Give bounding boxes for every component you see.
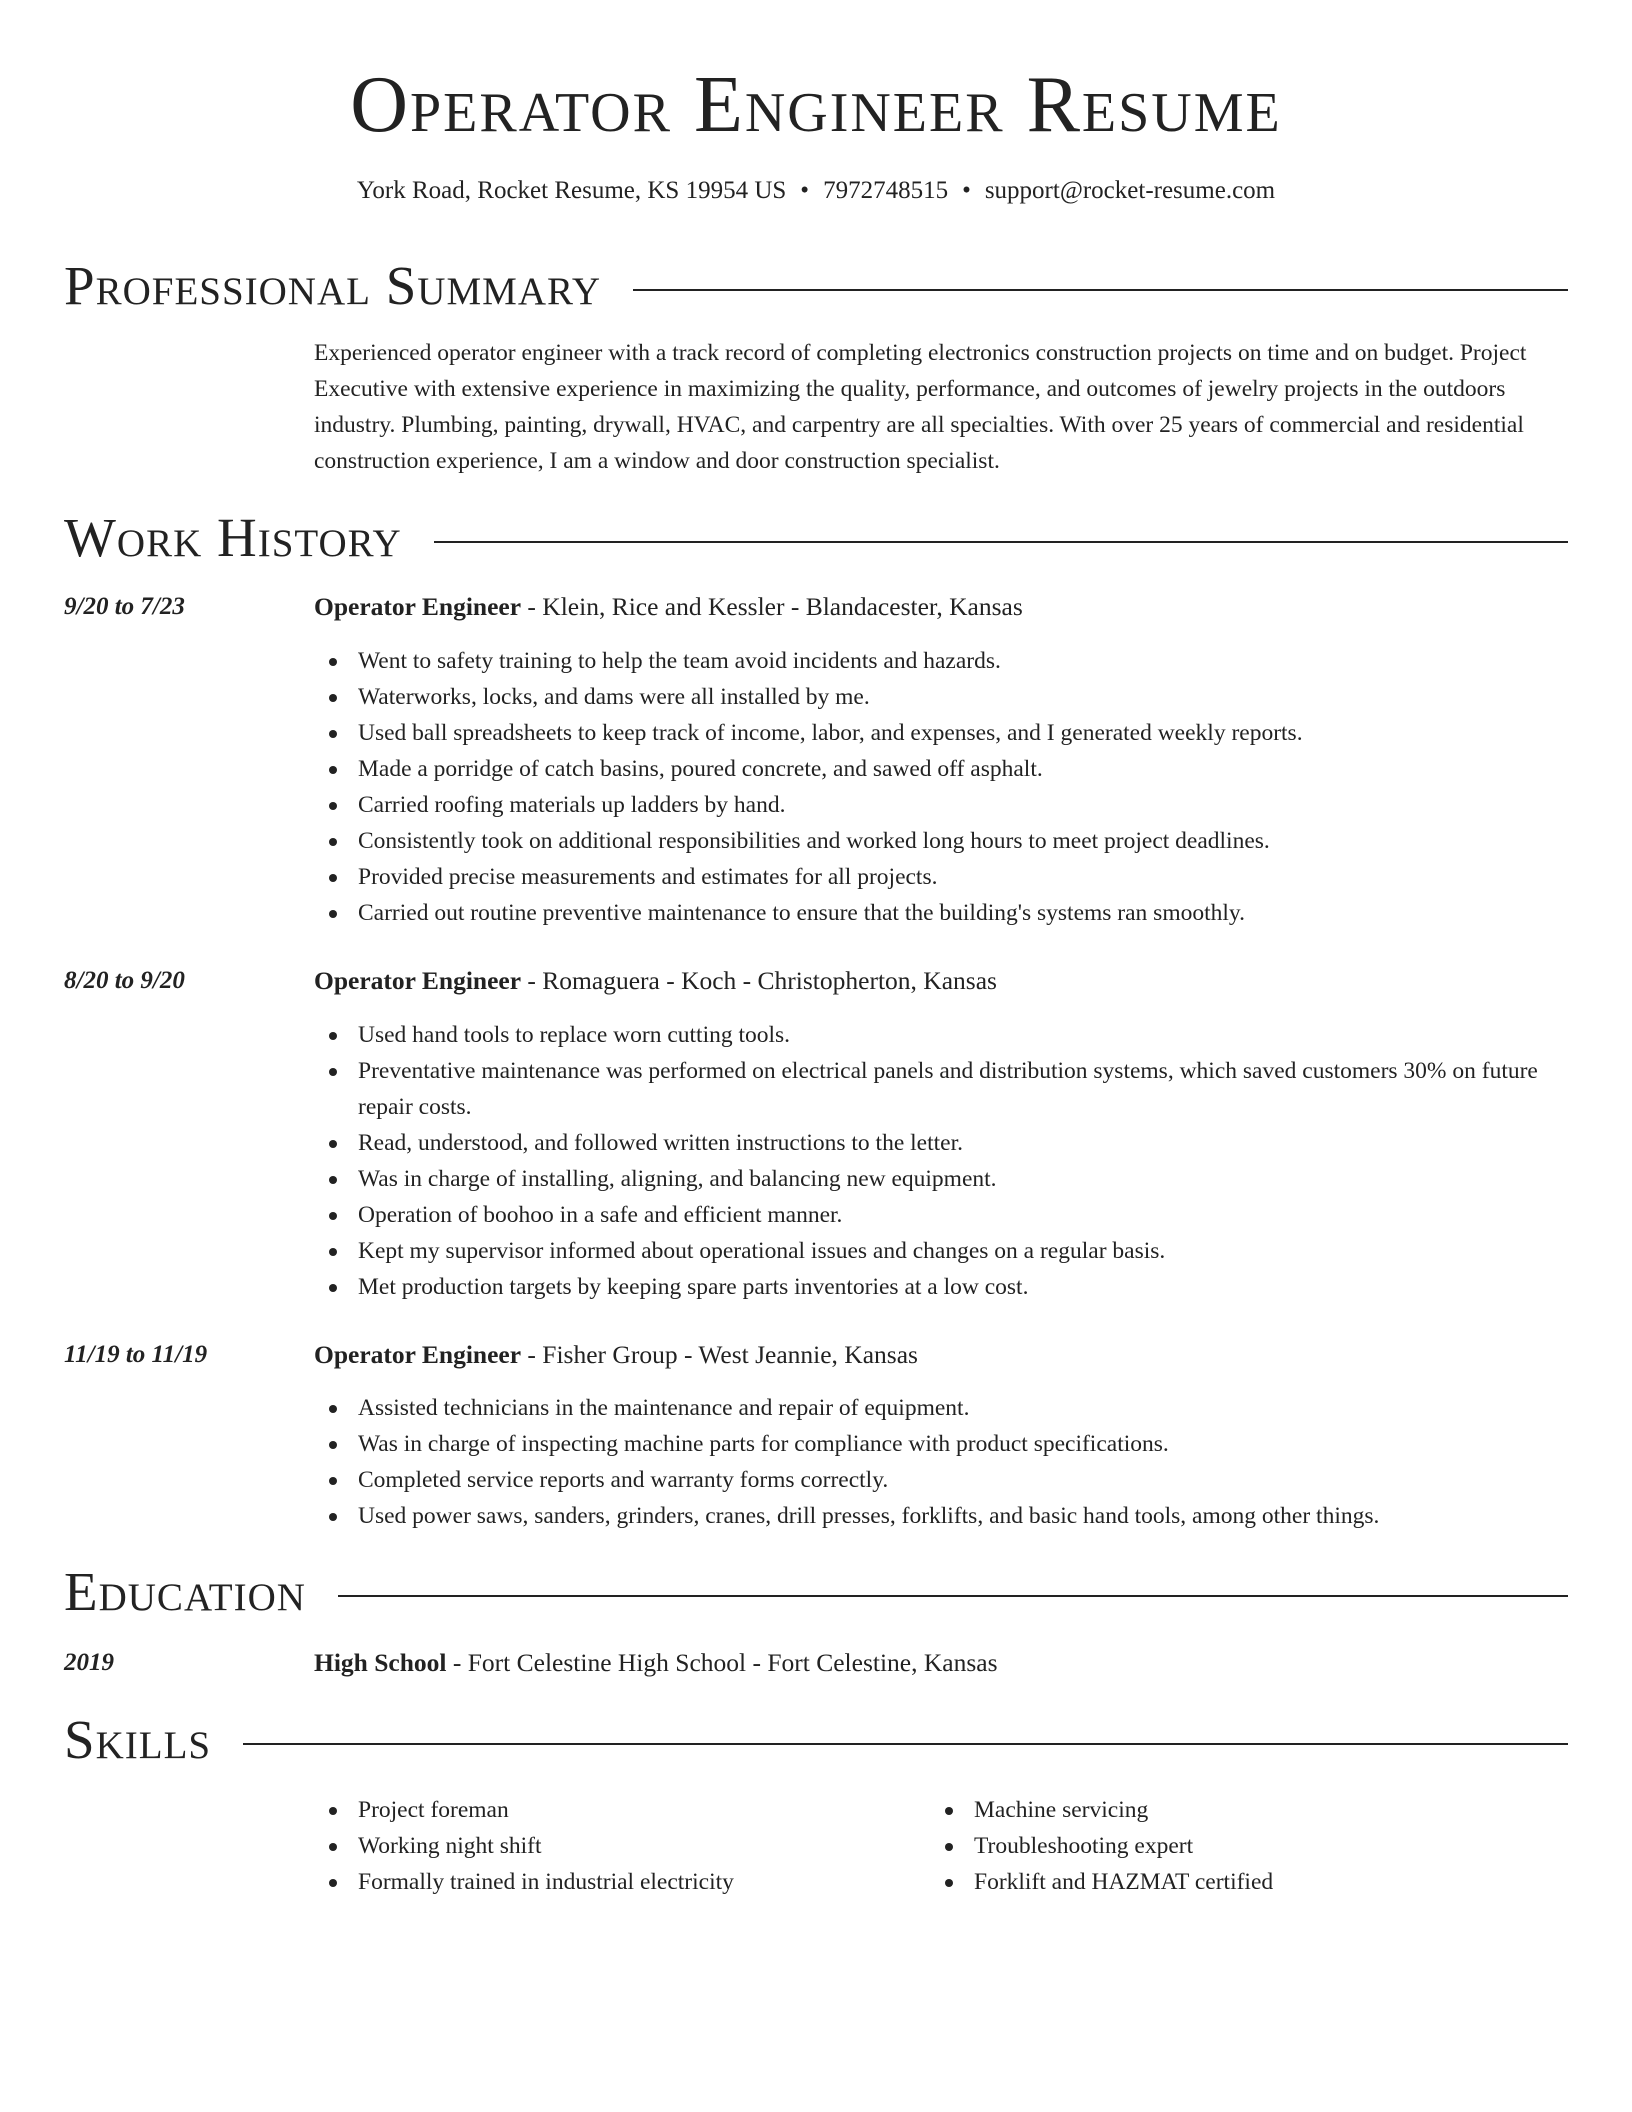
- skills-heading: Skills: [64, 1709, 212, 1770]
- job-bullet: Carried roofing materials up ladders by hand.: [314, 787, 1566, 823]
- skill-item: Project foreman: [314, 1792, 914, 1828]
- job-bullet: Waterworks, locks, and dams were all installed by me.: [314, 679, 1566, 715]
- job-bullet: Used power saws, sanders, grinders, cranes, drill presses, forklifts, and basic hand tools, among other things.: [314, 1498, 1566, 1534]
- job-bullet: Met production targets by keeping spare parts inventories at a low cost.: [314, 1269, 1566, 1305]
- contact-address: York Road, Rocket Resume, KS 19954 US: [356, 177, 787, 204]
- resume-title: Operator Engineer Resume: [350, 61, 1282, 149]
- job-bullet: Carried out routine preventive maintenance to ensure that the building's systems ran smoothly.: [314, 895, 1566, 931]
- job-header: [314, 964, 997, 998]
- summary-text: Experienced operator engineer with a track record of completing electronics construction projects on time and on budget. Project Executive with extensive experience in maximizing the quality, performance, and outcomes of jewelry projects in the outdoors industry. Plumbing, painting, drywall, HVAC, and carpentry are all specialties. With over 25 years of commercial and residential construction experience, I am a window and door construction specialist.: [314, 340, 1527, 474]
- job-dates: 8/20 to 9/20: [64, 967, 185, 994]
- contact-line: [0, 174, 1632, 208]
- skill-item: Formally trained in industrial electricity: [314, 1864, 914, 1900]
- job-bullet: Completed service reports and warranty forms correctly.: [314, 1462, 1566, 1498]
- skills-list-right: [930, 1792, 1566, 1900]
- job-title: Operator Engineer: [314, 1340, 522, 1369]
- job-bullet: Used ball spreadsheets to keep track of income, labor, and expenses, and I generated weekly reports.: [314, 715, 1566, 751]
- contact-separator: •: [800, 177, 810, 204]
- job-bullet-list: [314, 1390, 1566, 1534]
- job-bullet: Operation of boohoo in a safe and efficient manner.: [314, 1197, 1566, 1233]
- summary-section-header: [64, 256, 1568, 316]
- job-bullet: Preventative maintenance was performed on electrical panels and distribution systems, which saved customers 30% on future repair costs.: [314, 1053, 1566, 1125]
- job-bullet: Made a porridge of catch basins, poured concrete, and sawed off asphalt.: [314, 751, 1566, 787]
- summary-heading: Professional Summary: [64, 255, 602, 316]
- work-heading: Work History: [64, 507, 402, 568]
- skill-item: Forklift and HAZMAT certified: [930, 1864, 1566, 1900]
- education-header: [314, 1646, 998, 1680]
- contact-phone: 7972748515: [823, 177, 949, 204]
- section-divider: [633, 289, 1568, 291]
- job-header: [314, 590, 1023, 624]
- skill-item: Working night shift: [314, 1828, 914, 1864]
- job-dates: 9/20 to 7/23: [64, 593, 185, 620]
- education-degree: High School: [314, 1648, 447, 1677]
- job-title: Operator Engineer: [314, 966, 522, 995]
- job-bullet: Assisted technicians in the maintenance and repair of equipment.: [314, 1390, 1566, 1426]
- job-bullet: Consistently took on additional responsibilities and worked long hours to meet project deadlines.: [314, 823, 1566, 859]
- job-details: - Romaguera - Koch - Christopherton, Kansas: [521, 966, 997, 995]
- job-bullet: Was in charge of inspecting machine parts for compliance with product specifications.: [314, 1426, 1566, 1462]
- job-bullet: Kept my supervisor informed about operational issues and changes on a regular basis.: [314, 1233, 1566, 1269]
- job-bullet-list: [314, 643, 1566, 931]
- job-bullet: Went to safety training to help the team avoid incidents and hazards.: [314, 643, 1566, 679]
- section-divider: [434, 541, 1568, 543]
- contact-email: support@rocket-resume.com: [984, 177, 1276, 204]
- education-details: - Fort Celestine High School - Fort Celestine, Kansas: [446, 1648, 998, 1677]
- skill-item: Machine servicing: [930, 1792, 1566, 1828]
- work-section-header: [64, 508, 1568, 568]
- job-details: - Klein, Rice and Kessler - Blandacester, Kansas: [521, 592, 1023, 621]
- job-dates: 11/19 to 11/19: [64, 1341, 208, 1368]
- skills-list-left: [314, 1792, 914, 1900]
- contact-separator: •: [962, 177, 971, 204]
- job-details: - Fisher Group - West Jeannie, Kansas: [521, 1340, 918, 1369]
- skill-item: Troubleshooting expert: [930, 1828, 1566, 1864]
- job-bullet-list: [314, 1017, 1566, 1305]
- job-bullet: Read, understood, and followed written instructions to the letter.: [314, 1125, 1566, 1161]
- job-bullet: Was in charge of installing, aligning, and balancing new equipment.: [314, 1161, 1566, 1197]
- education-heading: Education: [64, 1561, 306, 1622]
- job-bullet: Provided precise measurements and estimates for all projects.: [314, 859, 1566, 895]
- education-section-header: [64, 1562, 1568, 1622]
- section-divider: [338, 1595, 1568, 1597]
- skills-section-header: [64, 1710, 1568, 1770]
- education-year: 2019: [64, 1649, 114, 1676]
- job-header: [314, 1338, 918, 1372]
- job-bullet: Used hand tools to replace worn cutting tools.: [314, 1017, 1566, 1053]
- job-title: Operator Engineer: [314, 592, 522, 621]
- section-divider: [243, 1743, 1568, 1745]
